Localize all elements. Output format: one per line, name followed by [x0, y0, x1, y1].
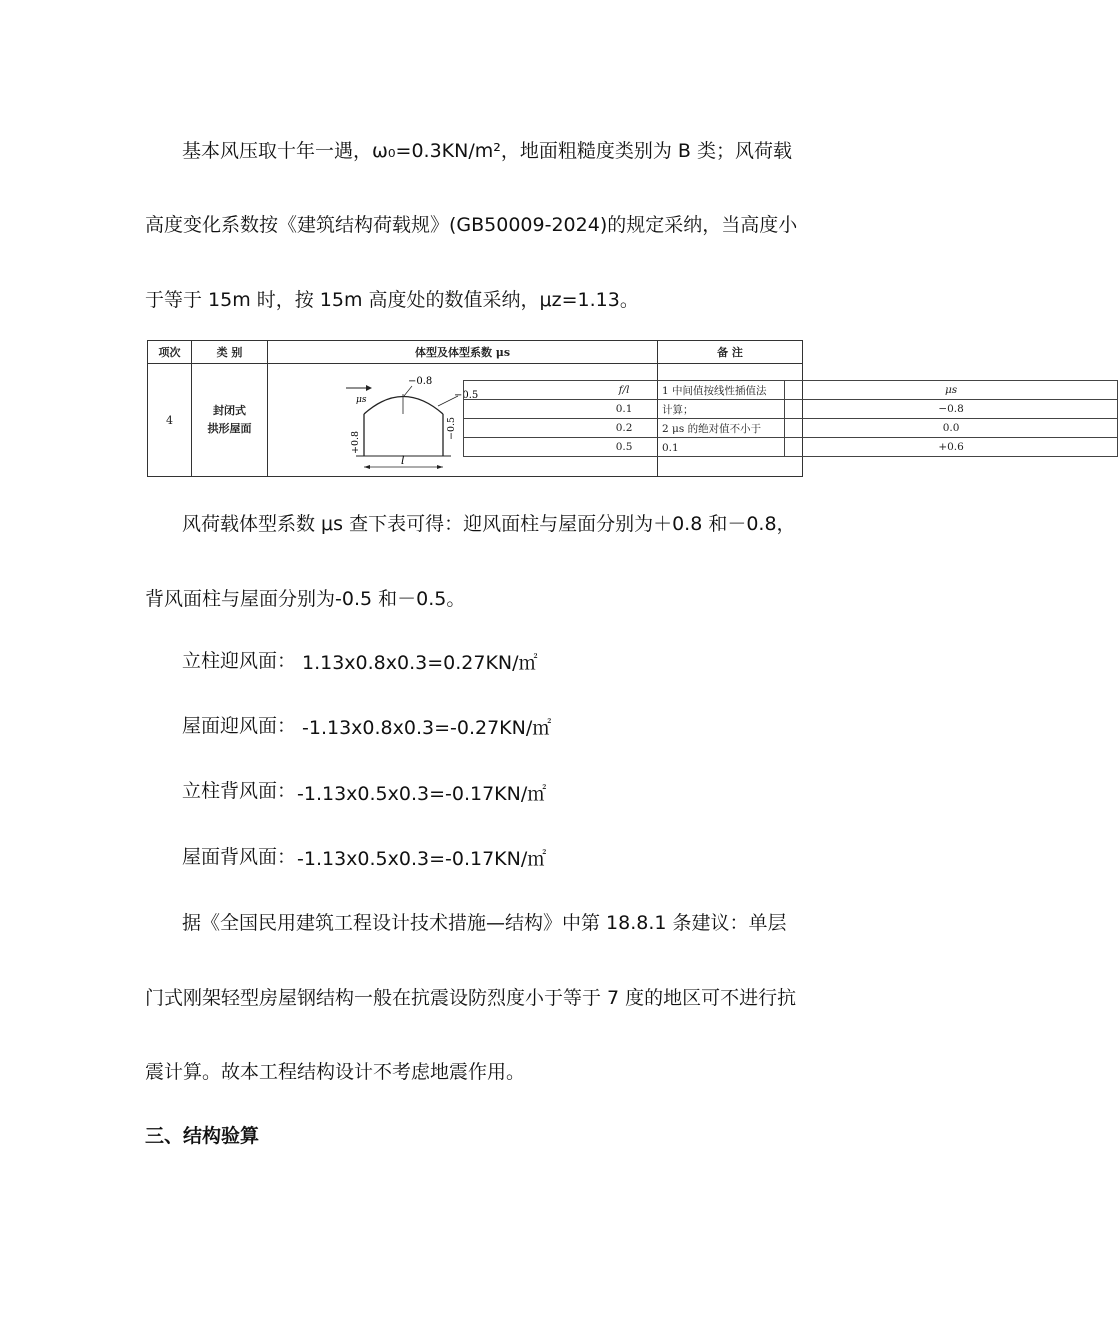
calc-formula-column-windward: 1.13x0.8x0.3=0.27KN/㎡ [302, 652, 538, 674]
paragraph-seismic-line-3: 震计算。故本工程结构设计不考虑地震作用。 [145, 1061, 526, 1083]
calc-label-column-windward: 立柱迎风面： [182, 650, 297, 672]
paragraph-shape-coefficient-line-1: 风荷载体型系数 μs 查下表可得：迎风面柱与屋面分别为＋0.8 和－0.8， [182, 513, 796, 535]
shape-coefficient-table [147, 340, 964, 477]
category-line-1: 封闭式 [213, 404, 246, 417]
paragraph-shape-coefficient-line-2: 背风面柱与屋面分别为-0.5 和－0.5。 [145, 588, 466, 610]
ratio-coefficient-table [463, 380, 1118, 457]
remark-line-3: 2 μs 的绝对值不小于 [662, 423, 762, 435]
section-heading: 三、结构验算 [145, 1125, 260, 1147]
category-line-2: 拱形屋面 [207, 422, 252, 435]
inner-fl-value: 0.1 [464, 400, 785, 419]
cell-item-number: 4 [148, 364, 192, 477]
header-category: 类 别 [192, 341, 268, 364]
inner-mu-value: −0.8 [785, 400, 1118, 419]
diagram-label-mu: μs [356, 395, 367, 405]
diagram-label-top: −0.8 [408, 376, 433, 387]
diagram-label-right: −0.5 [454, 390, 479, 401]
shape-coefficient-table-figure [147, 340, 964, 480]
header-coefficient: 体型及体型系数 μs [268, 341, 658, 364]
diagram-label-span: l [401, 454, 405, 467]
inner-fl-value: 0.2 [464, 419, 785, 438]
diagram-label-left-vertical: +0.8 [350, 430, 361, 454]
calc-label-column-leeward: 立柱背风面： [182, 780, 297, 802]
inner-mu-value: +0.6 [785, 438, 1118, 457]
remark-line-2: 计算； [662, 404, 694, 416]
calc-formula-roof-leeward: -1.13x0.5x0.3=-0.17KN/㎡ [297, 848, 547, 870]
inner-header-fl: f/l [464, 381, 785, 400]
remark-line-1: 1 中间值按线性插值法 [662, 385, 767, 397]
paragraph-seismic-line-2: 门式刚架轻型房屋钢结构一般在抗震设防烈度小于等于 7 度的地区可不进行抗 [145, 987, 797, 1009]
header-item: 项次 [148, 341, 192, 364]
inner-fl-value: 0.5 [464, 438, 785, 457]
header-remark: 备 注 [658, 341, 803, 364]
paragraph-wind-pressure-line-3: 于等于 15m 时，按 15m 高度处的数值采纳，μz=1.13。 [145, 289, 639, 311]
inner-mu-value: 0.0 [785, 419, 1118, 438]
paragraph-wind-pressure-line-2: 高度变化系数按《建筑结构荷载规》(GB50009-2024)的规定采纳，当高度小 [145, 214, 798, 236]
cell-category [192, 364, 268, 477]
calc-label-roof-leeward: 屋面背风面： [182, 846, 297, 868]
calc-formula-column-leeward: -1.13x0.5x0.3=-0.17KN/㎡ [297, 783, 547, 805]
paragraph-seismic-line-1: 据《全国民用建筑工程设计技术措施—结构》中第 18.8.1 条建议：单层 [182, 912, 787, 934]
calc-label-roof-windward: 屋面迎风面： [182, 715, 297, 737]
paragraph-wind-pressure-line-1: 基本风压取十年一遇，ω₀=0.3KN/m²，地面粗糙度类别为 B 类；风荷载 [182, 140, 792, 162]
diagram-label-right-vertical: −0.5 [446, 416, 457, 440]
inner-header-mu: μs [785, 381, 1118, 400]
calc-formula-roof-windward: -1.13x0.8x0.3=-0.27KN/㎡ [302, 717, 552, 739]
remark-line-4: 0.1 [662, 442, 679, 454]
